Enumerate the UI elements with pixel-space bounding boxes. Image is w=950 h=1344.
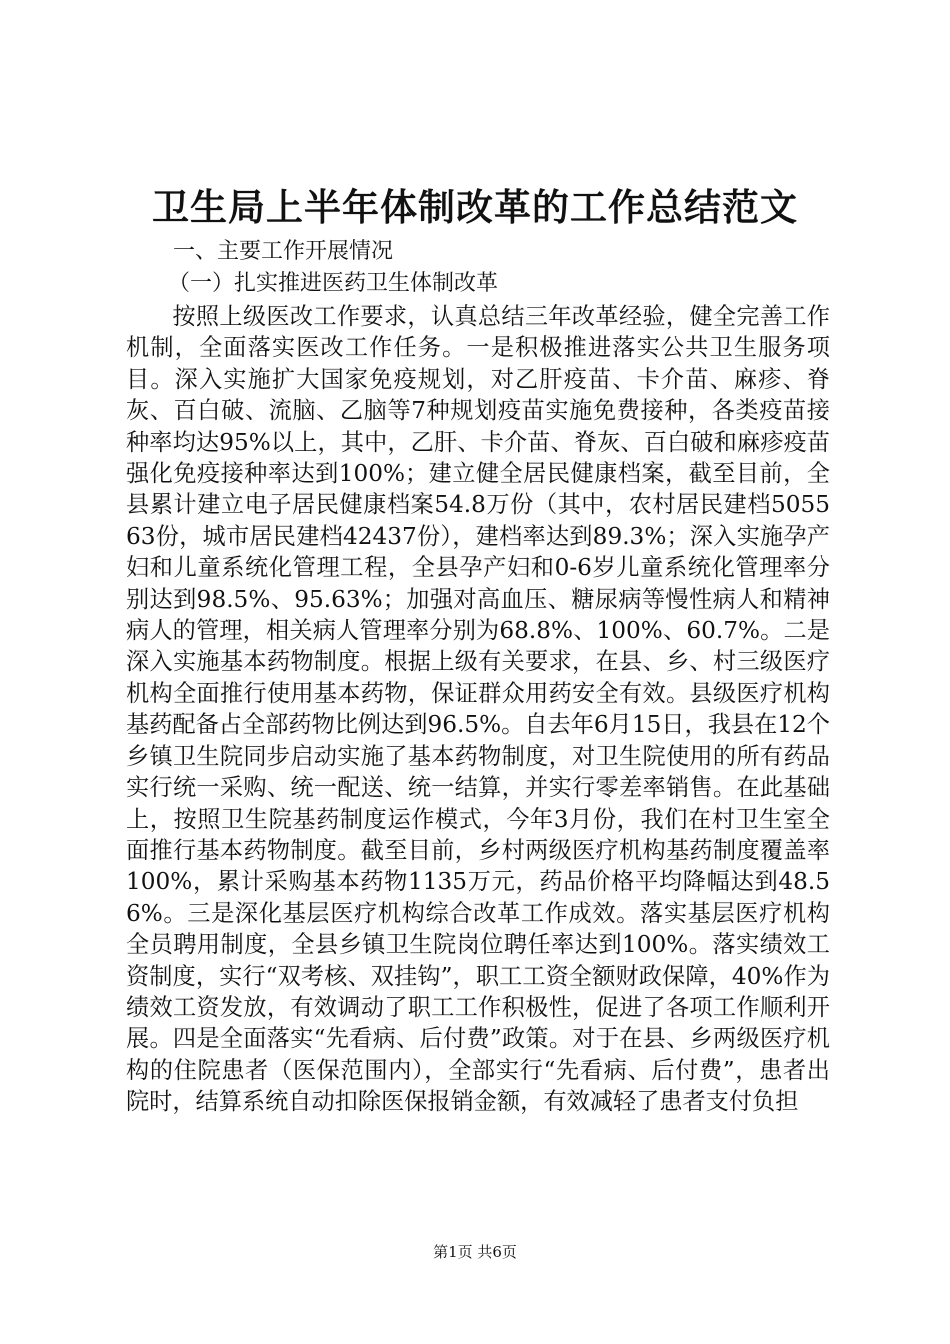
section-heading: 一、主要工作开展情况 xyxy=(173,239,394,264)
page-number: 第1页 共6页 xyxy=(433,1243,517,1261)
document-title: 卫生局上半年体制改革的工作总结范文 xyxy=(152,186,798,229)
subsection-heading: （一）扎实推进医药卫生体制改革 xyxy=(168,271,499,296)
body-paragraph: 按照上级医改工作要求，认真总结三年改革经验，健全完善工作机制，全面落实医改工作任务。一是积极推进落实公共卫生服务项目。深入实施扩大国家免疫规划，对乙肝疫苗、卡介苗、麻疹、脊灰、百白破、流脑、乙脑等7种规划疫苗实施免费接种，各类疫苗接种率均达95%以上，其中，乙肝、卡介苗、脊灰、百白破和麻疹疫苗强化免疫接种率达到100%；建立健全居民健康档案，截至目前，全县累计建立电子居民健康档案54.8万份（其中，农村居民建档505563份，城市居民建档42437份），建档率达到89.3%；深入实施孕产妇和儿童系统化管理工程，全县孕产妇和0-6岁儿童系统化管理率分别达到98.5%、95.63%；加强对高血压、糖尿病等慢性病人和精神病人的管理，相关病人管理率分别为68.8%、100%、60.7%。二是深入实施基本药物制度。根据上级有关要求，在县、乡、村三级医疗机构全面推行使用基本药物，保证群众用药安全有效。县级医疗机构基药配备占全部药物比例达到96.5%。自去年6月15日，我县在12个乡镇卫生院同步启动实施了基本药物制度，对卫生院使用的所有药品实行统一采购、统一配送、统一结算，并实行零差率销售。在此基础上，按照卫生院基药制度运作模式，今年3月份，我们在村卫生室全面推行基本药物制度。截至目前，乡村两级医疗机构基药制度覆盖率100%，累计采购基本药物1135万元，药品价格平均降幅达到48.56%。三是深化基层医疗机构综合改革工作成效。落实基层医疗机构全员聘用制度，全县乡镇卫生院岗位聘任率达到100%。落实绩效工资制度，实行“双考核、双挂钩”，职工工资全额财政保障，40%作为绩效工资发放，有效调动了职工工作积极性，促进了各项工作顺利开展。四是全面落实“先看病、后付费”政策。对于在县、乡两级医疗机构的住院患者（医保范围内），全部实行“先看病、后付费”，患者出院时，结算系统自动扣除医保报销金额，有效减轻了患者支付负担 xyxy=(126,303,830,1116)
